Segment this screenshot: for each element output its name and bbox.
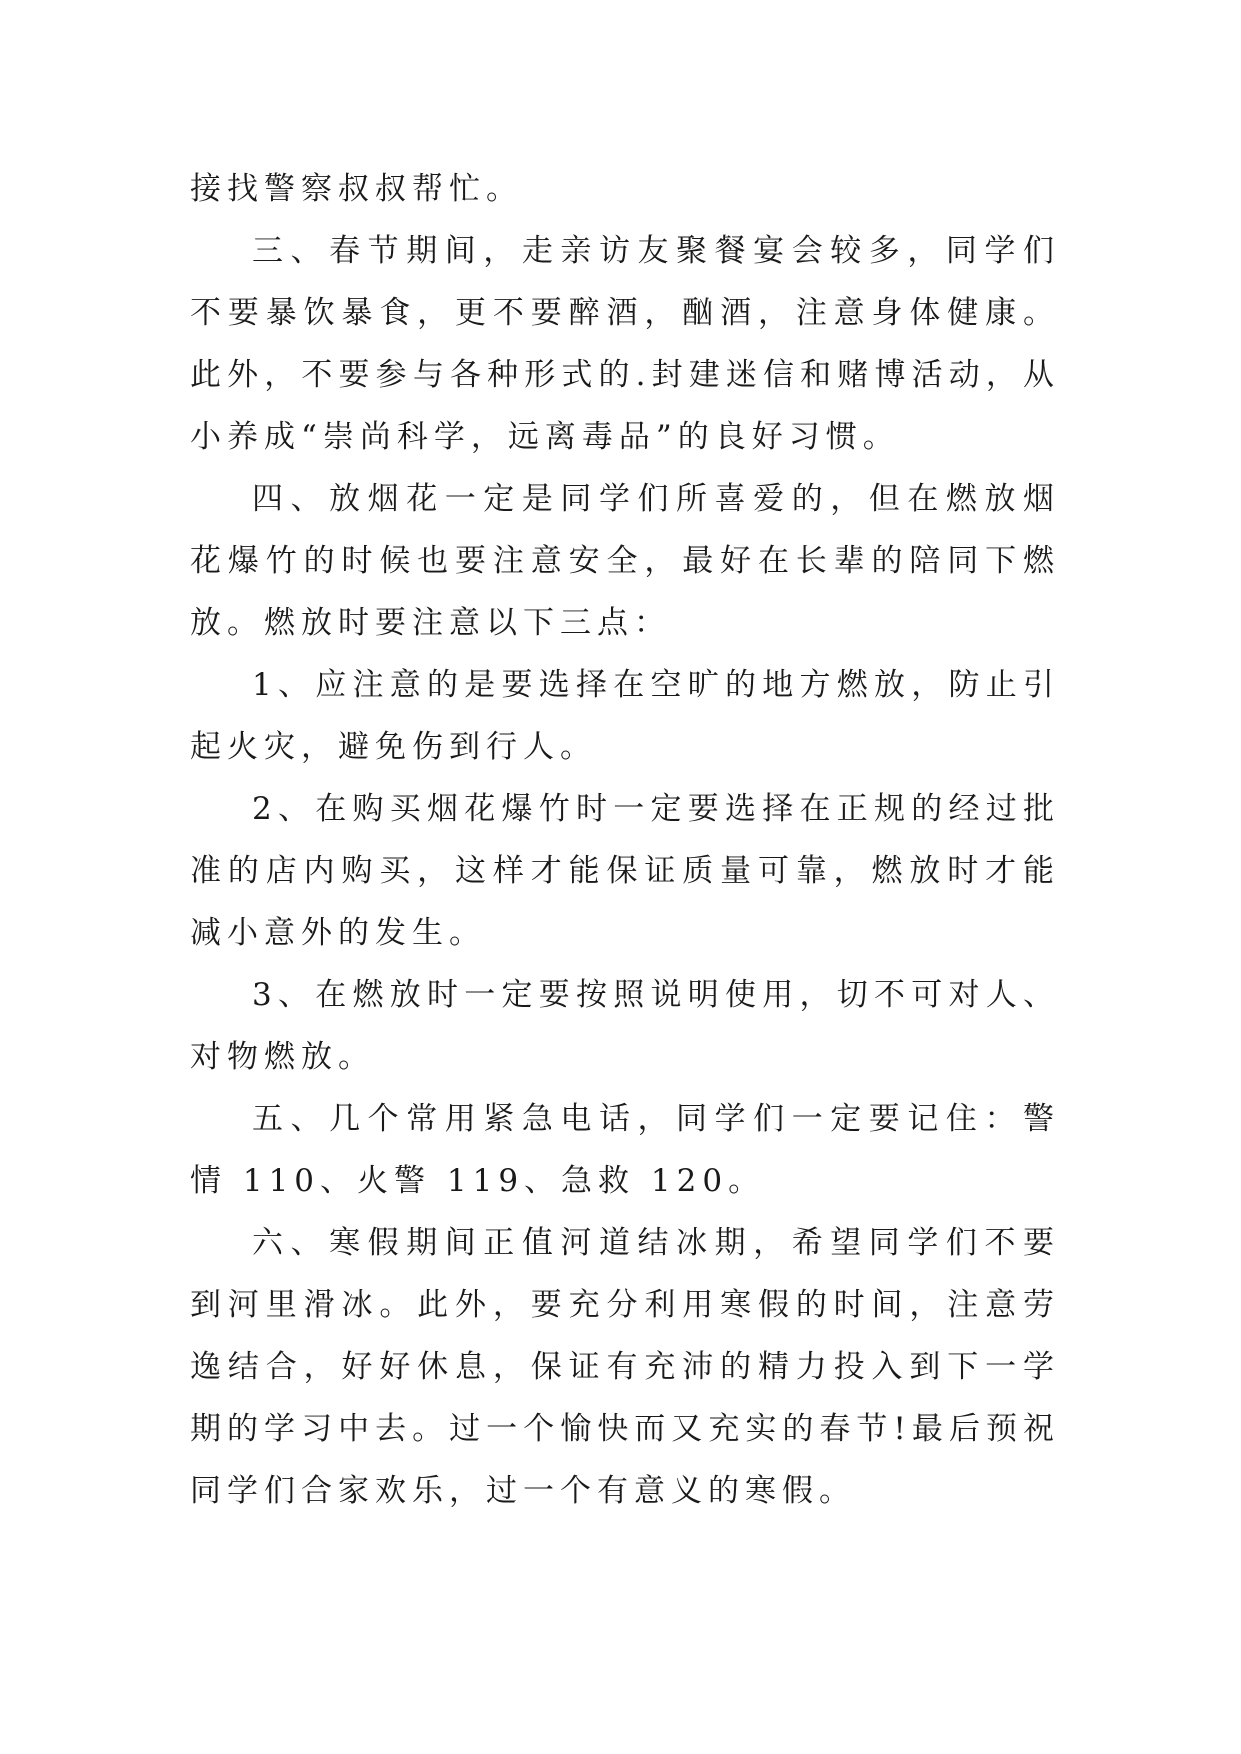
paragraph-section-six: 六、寒假期间正值河道结冰期，希望同学们不要到河里滑冰。此外，要充分利用寒假的时间，注意劳逸结合，好好休息，保证有充沛的精力投入到下一学期的学习中去。过一个愉快而又充实的春节!最后预祝同学们合家欢乐，过一个有意义的寒假。 <box>190 1225 1060 1509</box>
paragraph-continuation: 接找警察叔叔帮忙。 <box>190 171 523 207</box>
paragraph-point-two: 2、在购买烟花爆竹时一定要选择在正规的经过批准的店内购买，这样才能保证质量可靠，燃放时才能减小意外的发生。 <box>190 791 1060 951</box>
paragraph-point-one: 1、应注意的是要选择在空旷的地方燃放，防止引起火灾，避免伤到行人。 <box>190 667 1060 765</box>
paragraph-section-four: 四、放烟花一定是同学们所喜爱的，但在燃放烟花爆竹的时候也要注意安全，最好在长辈的陪同下燃放。燃放时要注意以下三点： <box>190 481 1060 641</box>
paragraph-point-three: 3、在燃放时一定要按照说明使用，切不可对人、对物燃放。 <box>190 977 1060 1075</box>
document-body <box>190 158 1060 1522</box>
paragraph-section-three: 三、春节期间，走亲访友聚餐宴会较多，同学们不要暴饮暴食，更不要醉酒，酗酒，注意身体健康。此外，不要参与各种形式的.封建迷信和赌博活动，从小养成“崇尚科学，远离毒品”的良好习惯。 <box>190 233 1060 455</box>
paragraph-section-five: 五、几个常用紧急电话，同学们一定要记住：警情 110、火警 119、急救 120。 <box>190 1101 1060 1199</box>
